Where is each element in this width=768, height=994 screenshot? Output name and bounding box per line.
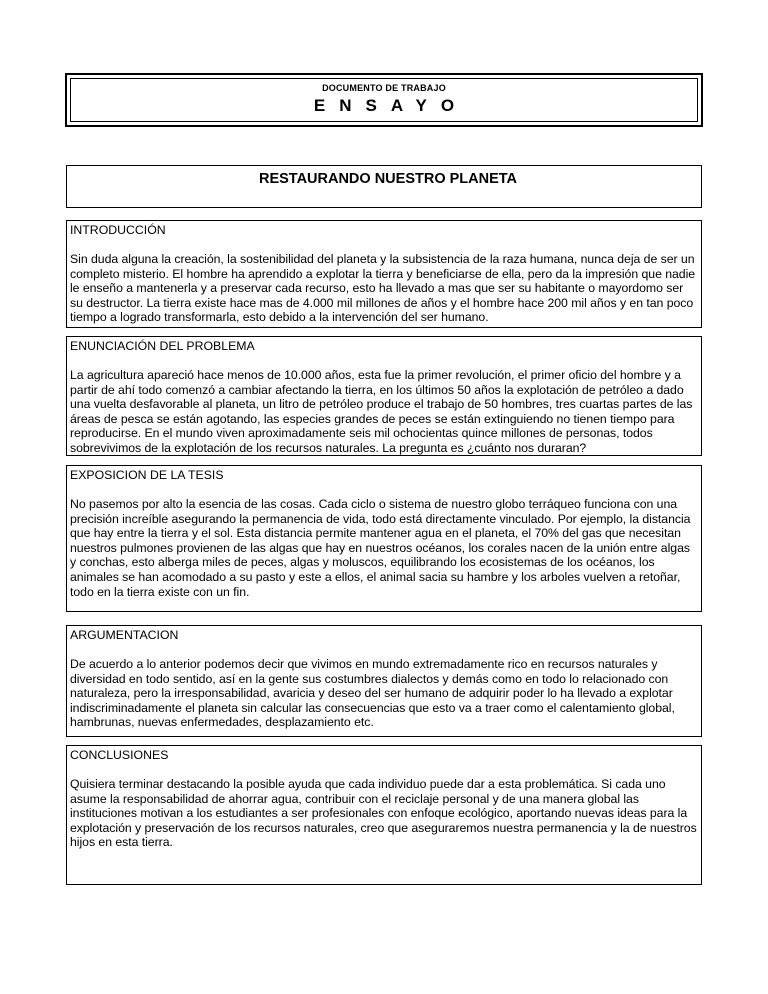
- document-type: ENSAYO: [313, 96, 469, 115]
- section-body: Sin duda alguna la creación, la sostenibilidad del planeta y la subsistencia de la raza humana, nunca deja de ser un completo misterio. El hombre ha aprendido a explotar la tierra y beneficiarse de ella, pero da la impresión que nadie le enseño a mantenerla y a preservar cada recurso, esto ha llevado a mas que ser su habitante o mayordomo ser su destructor. La tierra existe hace mas de 4.000 mil millones de años y el hombre hace 200 mil años y en tan poco tiempo a logrado transformarla, esto debido a la intervención del ser humano.: [70, 252, 696, 325]
- section-heading: ENUNCIACIÓN DEL PROBLEMA: [70, 339, 255, 353]
- section-exposicion-de-la-tesis: [66, 465, 702, 612]
- document-header-inner: [70, 78, 698, 122]
- document-header: [65, 73, 703, 127]
- essay-title-box: [66, 165, 702, 208]
- section-argumentacion: [66, 625, 702, 737]
- section-body: Quisiera terminar destacando la posible ayuda que cada individuo puede dar a esta problemática. Si cada uno asume la responsabilidad de ahorrar agua, contribuir con el reciclaje personal y de una manera global las instituciones motivan a los estudiantes a ser profesionales con enfoque ecológico, aportando nuevas ideas para la explotación y preservación de los recursos naturales, creo que aseguraremos nuestra permanencia y la de nuestros hijos en esta tierra.: [70, 777, 697, 850]
- document-label: DOCUMENTO DE TRABAJO: [322, 83, 446, 93]
- section-heading: INTRODUCCIÓN: [70, 223, 166, 237]
- essay-title: RESTAURANDO NUESTRO PLANETA: [258, 171, 518, 187]
- section-heading: ARGUMENTACION: [70, 628, 179, 642]
- section-body: No pasemos por alto la esencia de las cosas. Cada ciclo o sistema de nuestro globo terráqueo funciona con una precisión increíble asegurando la permanencia de vida, todo está directamente vinculado. Por ejemplo, la distancia que hay entre la tierra y el sol. Esta distancia permite mantener agua en el planeta, el 70% del gas que necesitan nuestros pulmones provienen de las algas que hay en nuestros océanos, los corales nacen de la unión entre algas y conchas, esto alberga miles de peces, algas y moluscos, equilibrando los ecosistemas de los océanos, los animales se han acomodado a su pasto y este a ellos, el animal sacia su hambre y los arboles vuelven a retoñar, todo en la tierra existe con un fin.: [70, 497, 691, 599]
- section-heading: CONCLUSIONES: [70, 748, 169, 762]
- section-introduccion: [66, 220, 702, 328]
- section-heading: EXPOSICION DE LA TESIS: [70, 468, 224, 482]
- section-enunciacion-del-problema: [66, 336, 702, 456]
- section-body: La agricultura apareció hace menos de 10.000 años, esta fue la primer revolución, el primer oficio del hombre y a partir de ahí todo comenzó a cambiar afectando la tierra, en los últimos 50 años la explotación de petróleo a dado una vuelta desfavorable al planeta, un litro de petróleo produce el trabajo de 50 hombres, tres cuartas partes de las áreas de pesca se están agotando, las especies grandes de peces se están extinguiendo no tienen tiempo para reproducirse. En el mundo viven aproximadamente seis mil ochocientas quince millones de personas, todos sobrevivimos de la explotación de los recursos naturales. La pregunta es ¿cuánto nos duraran?: [70, 368, 693, 455]
- section-body: De acuerdo a lo anterior podemos decir que vivimos en mundo extremadamente rico en recursos naturales y diversidad en todo sentido, así en la gente sus costumbres dialectos y demás como en todo lo relacionado con naturaleza, pero la irresponsabilidad, avaricia y deseo del ser humano de adquirir poder lo ha llevado a explotar indiscriminadamente el planeta sin calcular las consecuencias que esto va a traer como el calentamiento global, hambrunas, nuevas enfermedades, desplazamiento etc.: [70, 657, 675, 730]
- section-conclusiones: [66, 745, 702, 885]
